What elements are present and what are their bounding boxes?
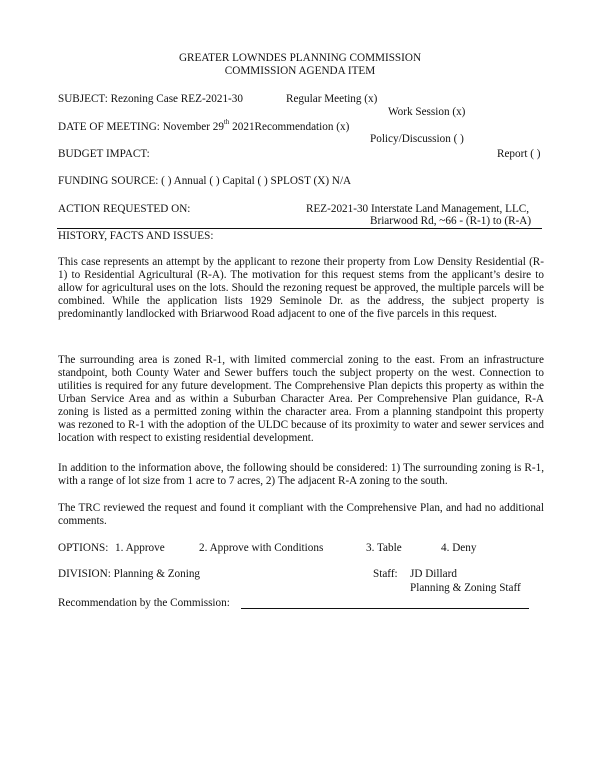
document-title: COMMISSION AGENDA ITEM [224, 65, 376, 77]
action-location-line: Briarwood Rd, ~66 - (R-1) to (R-A) [370, 215, 532, 227]
work-session-option: Work Session (x) [388, 106, 466, 118]
section-divider [57, 228, 542, 229]
history-heading: HISTORY, FACTS AND ISSUES: [58, 230, 214, 242]
action-requested-label: ACTION REQUESTED ON: [58, 203, 191, 215]
option-approve-with-conditions: 2. Approve with Conditions [199, 542, 324, 554]
staff-name: JD Dillard [410, 568, 457, 580]
staff-title: Planning & Zoning Staff [410, 582, 521, 594]
option-table: 3. Table [366, 542, 402, 554]
action-case-line: REZ-2021-30 Interstate Land Management, LLC, [306, 203, 530, 215]
paragraph-considerations: In addition to the information above, the following should be considered: 1) The surrounding zoning is R-1, with a range of lot size from 1 acre to 7 acres, 2) The adjacent R-A zoning to the south. [58, 462, 544, 487]
budget-impact-label: BUDGET IMPACT: [58, 148, 150, 160]
regular-meeting-option: Regular Meeting (x) [286, 93, 378, 105]
paragraph-surrounding-area: The surrounding area is zoned R-1, with limited commercial zoning to the east. From an infrastructure standpoint, both County Water and Sewer buffers touch the subject property on the west. Connection to utilities is required for any future development. The Comprehensive Plan depicts this property as within the Urban Service Area and as within a Suburban Character Area. Per Comprehensive Plan guidance, R-A zoning is listed as a permitted zoning within the character area. From a planning standpoint this property was rezoned to R-1 with the adoption of the ULDC because of its proximity to water and sewer services and location with respect to existing residential development. [58, 354, 544, 444]
meeting-date-label: DATE OF MEETING: November 29 [58, 121, 224, 133]
option-deny: 4. Deny [441, 542, 477, 554]
meeting-date [58, 118, 350, 134]
staff-label: Staff: [373, 568, 398, 580]
recommendation-label: Recommendation by the Commission: [58, 597, 230, 609]
subject-label: SUBJECT: Rezoning Case REZ-2021-30 [58, 93, 243, 105]
meeting-date-ordinal: th [223, 118, 230, 127]
report-option: Report ( ) [497, 148, 541, 160]
policy-discussion-option: Policy/Discussion ( ) [370, 133, 464, 145]
recommendation-signature-line [241, 608, 529, 609]
option-approve: 1. Approve [115, 542, 165, 554]
paragraph-trc-review: The TRC reviewed the request and found it compliant with the Comprehensive Plan, and had no additional comments. [58, 502, 544, 527]
organization-title: GREATER LOWNDES PLANNING COMMISSION [178, 52, 422, 64]
division-label: DIVISION: Planning & Zoning [58, 568, 201, 580]
options-label: OPTIONS: [58, 542, 109, 554]
recommendation-option: Recommendation (x) [254, 121, 350, 133]
funding-source: FUNDING SOURCE: ( ) Annual ( ) Capital ( ) SPLOST (X) N/A [58, 175, 352, 187]
meeting-date-year: 2021 [229, 121, 255, 133]
paragraph-applicant-request: This case represents an attempt by the applicant to rezone their property from Low Density Residential (R-1) to Residential Agricultural (R-A). The motivation for this request stems from the applicant’s desire to allow for agricultural uses on the lots. Should the rezoning request be approved, the multiple parcels will be combined. While the application lists 1929 Seminole Dr. as the address, the subject property is predominantly landlocked with Briarwood Road adjacent to one of the five parcels in this request. [58, 256, 544, 320]
